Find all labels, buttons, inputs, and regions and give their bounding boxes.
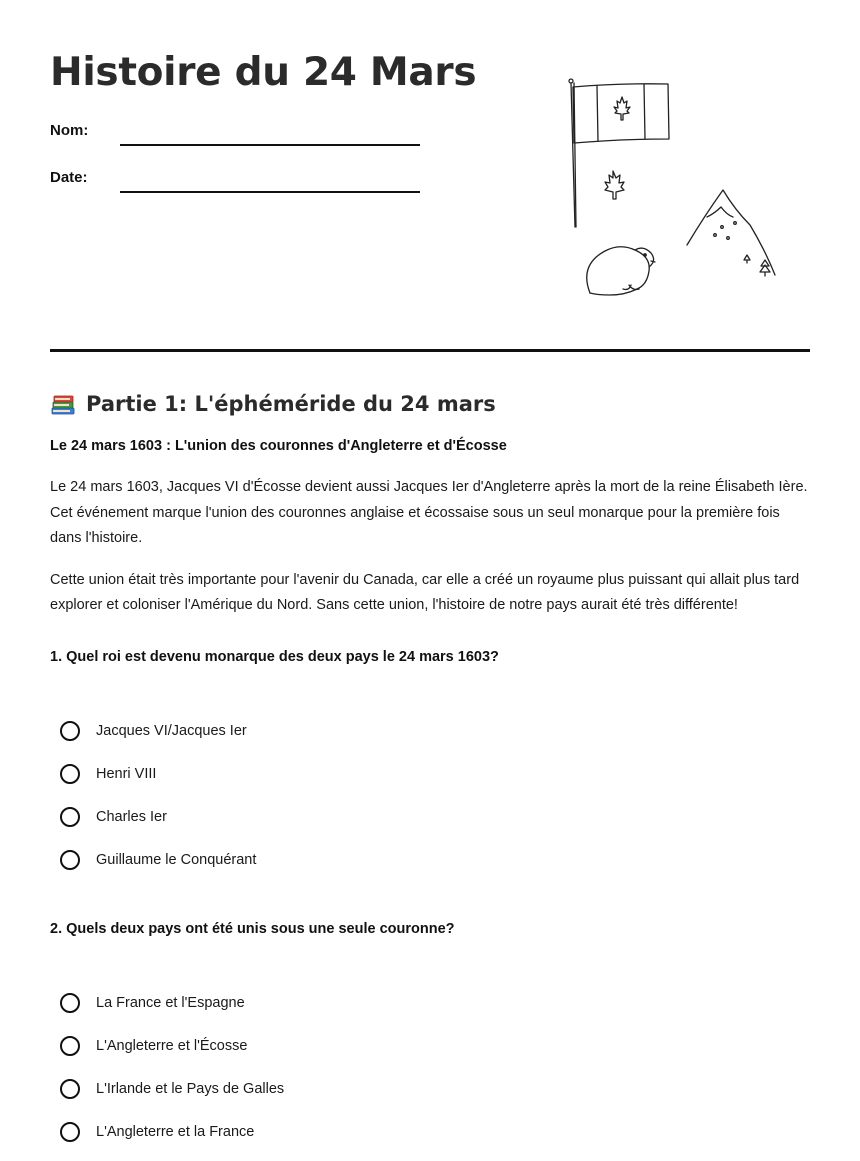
option-label: L'Irlande et le Pays de Galles [96,1081,285,1097]
option-label: Guillaume le Conquérant [96,852,257,868]
question-2-options [50,982,810,1154]
date-label: Date: [50,169,88,186]
option-label: L'Angleterre et l'Écosse [96,1038,248,1054]
name-field [50,118,420,148]
answer-option[interactable] [50,839,810,882]
answer-option[interactable] [50,710,810,753]
radio-button[interactable] [60,807,80,827]
answer-option[interactable] [50,796,810,839]
page-title: Histoire du 24 Mars [50,50,477,95]
name-label: Nom: [50,122,89,139]
question-1-options [50,710,810,882]
option-label: Charles Ier [96,809,167,825]
part-1-section [50,388,810,1154]
answer-option[interactable] [50,1025,810,1068]
maple-leaf-icon [605,171,624,199]
date-field [50,165,420,195]
section-title [50,388,810,420]
option-label: Henri VIII [96,766,157,782]
beaver-icon [587,247,655,295]
option-label: La France et l'Espagne [96,995,245,1011]
radio-button[interactable] [60,764,80,784]
canada-flag-icon [569,79,669,227]
option-label: Jacques VI/Jacques Ier [96,723,247,739]
answer-option[interactable] [50,753,810,796]
mountain-icon [687,190,775,276]
option-label: L'Angleterre et la France [96,1124,255,1140]
radio-button[interactable] [60,1036,80,1056]
date-write-line[interactable] [120,191,420,193]
event-subheading: Le 24 mars 1603 : L'union des couronnes d'Angleterre et d'Écosse [50,438,507,454]
radio-button[interactable] [60,1079,80,1099]
radio-button[interactable] [60,850,80,870]
section-title-text: Partie 1: L'éphéméride du 24 mars [86,392,496,416]
question-2: 2. Quels deux pays ont été unis sous une seule couronne? [50,920,455,937]
radio-button[interactable] [60,1122,80,1142]
answer-option[interactable] [50,982,810,1025]
paragraph: Cette union était très importante pour l'avenir du Canada, car elle a créé un royaume plus puissant qui allait plus tard explorer et coloniser l'Amérique du Nord. Sans cette union, l'histoire de notre pays aurait été très différente! [50,571,800,613]
paragraph: Le 24 mars 1603, Jacques VI d'Écosse devient aussi Jacques Ier d'Angleterre après la mort de la reine Élisabeth Ière. Cet événement marque l'union des couronnes anglaise et écossaise sous un seul monarque pour la première fois dans l'histoire. [50,479,808,546]
canada-illustration [565,75,785,305]
answer-option[interactable] [50,1111,810,1154]
answer-option[interactable] [50,1068,810,1111]
header-divider [50,349,810,352]
name-write-line[interactable] [120,144,420,146]
question-1: 1. Quel roi est devenu monarque des deux pays le 24 mars 1603? [50,648,499,665]
radio-button[interactable] [60,721,80,741]
radio-button[interactable] [60,993,80,1013]
books-icon [50,391,76,417]
worksheet-header [50,50,810,350]
